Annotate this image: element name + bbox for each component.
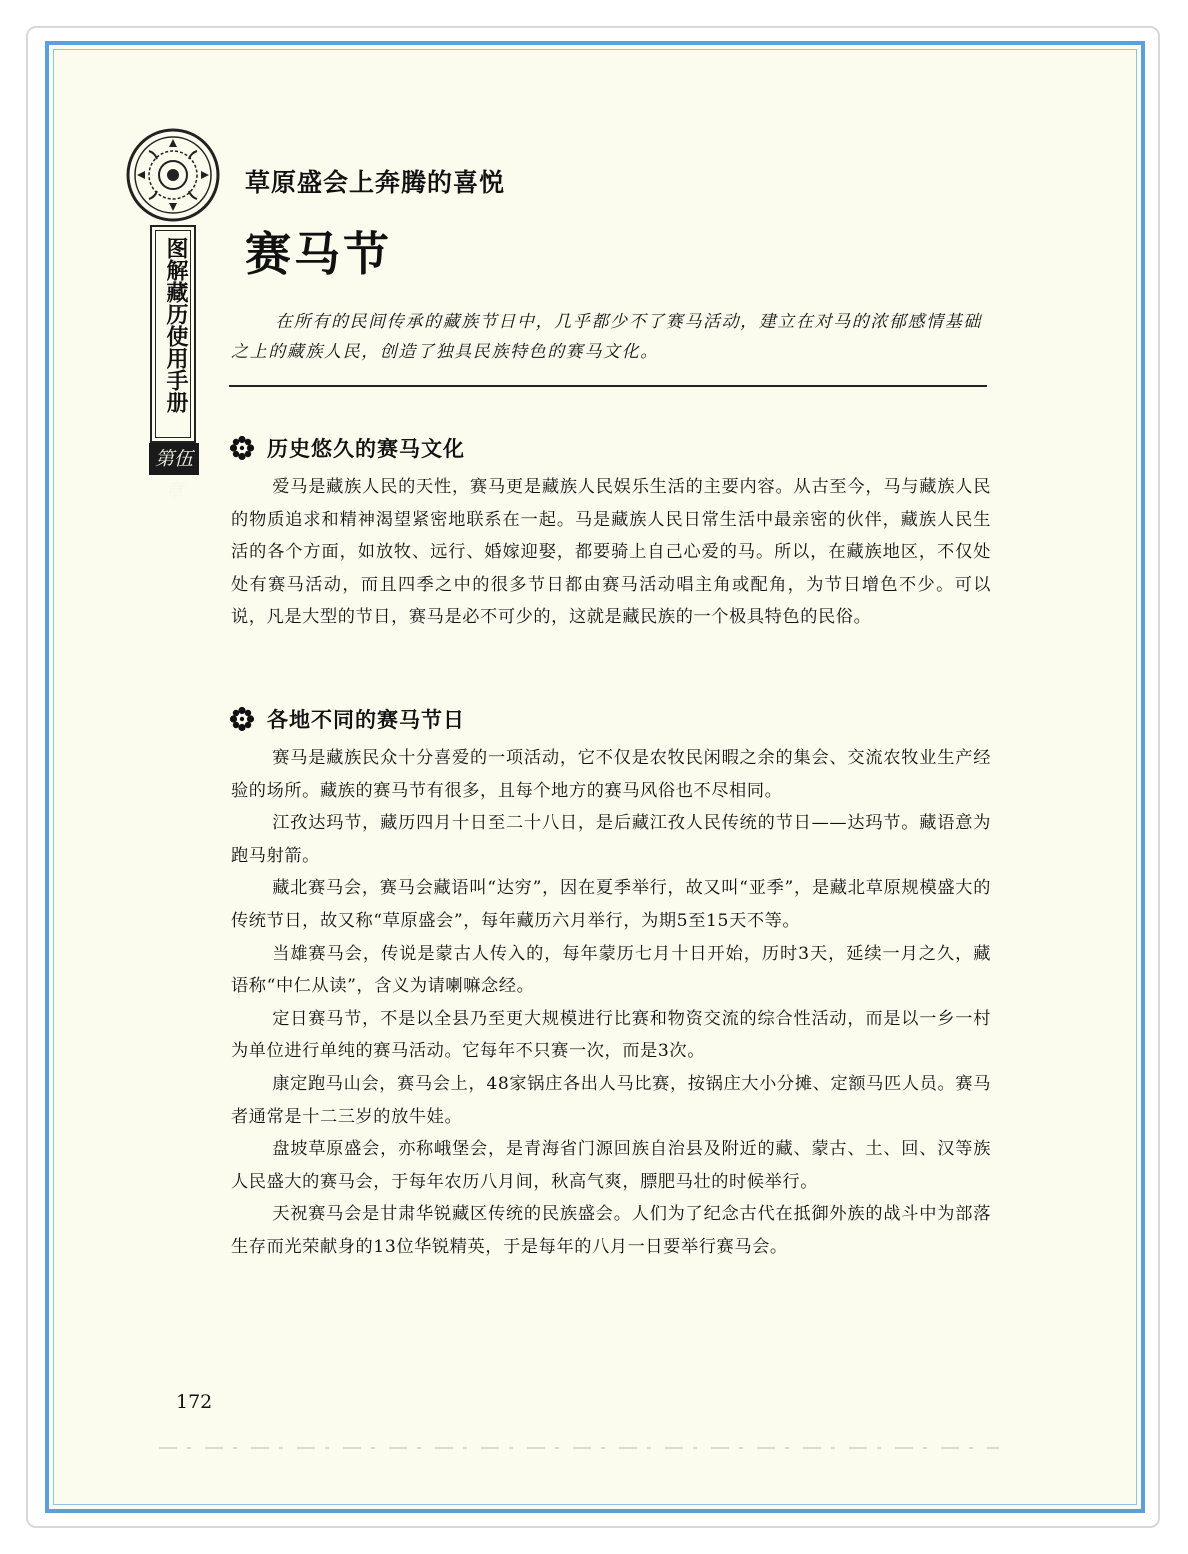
section-heading-label: 各地不同的赛马节日 [267,708,465,732]
seal-emblem-icon [125,127,221,223]
book-page [49,45,1141,1509]
page-title: 赛马节 [245,227,392,281]
paragraph: 当雄赛马会，传说是蒙古人传入的，每年蒙历七月十日开始，历时3天，延续一月之久，藏语称“中仁从读”，含义为请喇嘛念经。 [231,943,991,997]
section-body-regional [231,742,991,1264]
section-heading-label: 历史悠久的赛马文化 [267,437,465,461]
paragraph: 天祝赛马会是甘肃华锐藏区传统的民族盛会。人们为了纪念古代在抵御外族的战斗中为部落生存而光荣献身的13位华锐精英，于是每年的八月一日要举行赛马会。 [231,1204,991,1257]
section-body-history [231,471,991,634]
scan-artifact-line [159,1445,999,1451]
flower-bullet-icon [229,435,255,461]
paragraph: 藏北赛马会，赛马会藏语叫“达穷”，因在夏季举行，故又叫“亚季”，是藏北草原规模盛大的传统节日，故又称“草原盛会”，每年藏历六月举行，为期5至15天不等。 [231,878,991,931]
paragraph: 爱马是藏族人民的天性，赛马更是藏族人民娱乐生活的主要内容。从古至今，马与藏族人民的物质追求和精神渴望紧密地联系在一起。马是藏族人民日常生活中最亲密的伙伴，藏族人民生活的各个方面，如放牧、远行、婚嫁迎娶，都要骑上自己心爱的马。所以，在藏族地区，不仅处处有赛马活动，而且四季之中的很多节日都由赛马活动唱主角或配角，为节日增色不少。可以说，凡是大型的节日，赛马是必不可少的，这就是藏民族的一个极具特色的民俗。 [231,477,991,628]
flower-bullet-icon [229,706,255,732]
book-title-vertical: 图解藏历使用手册 [163,237,189,413]
paragraph: 江孜达玛节，藏历四月十日至二十八日，是后藏江孜人民传统的节日——达玛节。藏语意为跑马射箭。 [231,813,991,866]
paragraph: 盘坡草原盛会，亦称峨堡会，是青海省门源回族自治县及附近的藏、蒙古、土、回、汉等族人民盛大的赛马会，于每年农历八月间，秋高气爽，膘肥马壮的时候举行。 [231,1139,991,1192]
page-number: 172 [176,1391,213,1413]
paragraph: 赛马是藏族民众十分喜爱的一项活动，它不仅是农牧民闲暇之余的集会、交流农牧业生产经验的场所。藏族的赛马节有很多，且每个地方的赛马风俗也不尽相同。 [231,748,991,801]
page-frame [45,41,1145,1513]
paragraph: 康定跑马山会，赛马会上，48家锅庄各出人马比赛，按锅庄大小分摊、定额马匹人员。赛马者通常是十二三岁的放牛娃。 [231,1073,991,1127]
book-spine-label [150,225,196,443]
paragraph: 定日赛马节，不是以全县乃至更大规模进行比赛和物资交流的综合性活动，而是以一乡一村为单位进行单纯的赛马活动。它每年不只赛一次，而是3次。 [231,1008,991,1062]
section-heading-regional [229,704,465,734]
chapter-tag: 第伍章 [149,443,199,475]
divider-rule [229,385,987,387]
page-subtitle: 草原盛会上奔腾的喜悦 [245,168,506,197]
section-heading-history [229,433,465,463]
intro-paragraph: 在所有的民间传承的藏族节日中，几乎都少不了赛马活动，建立在对马的浓郁感情基础之上的藏族人民，创造了独具民族特色的赛马文化。 [231,312,982,362]
